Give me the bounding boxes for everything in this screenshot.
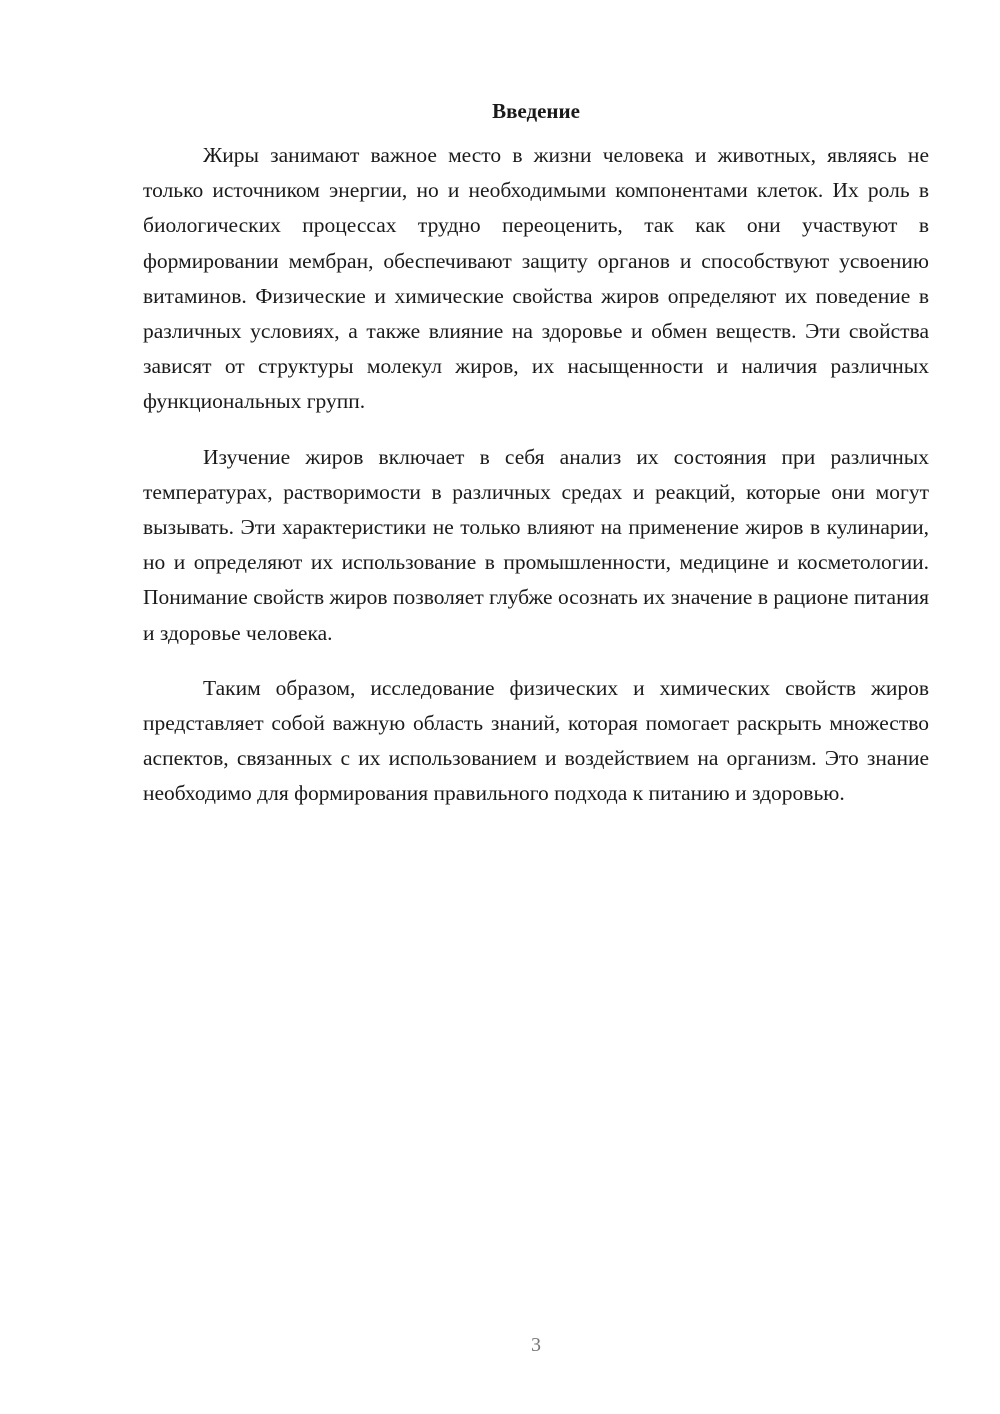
- page-content: [143, 96, 929, 832]
- paragraph-2: Изучение жиров включает в себя анализ их состояния при различных температурах, растворимости в различных средах и реакций, которые они могут вызывать. Эти характеристики не только влияют на применение жиров в кулинарии, но и определяют их использование в промышленности, медицине и косметологии. Понимание свойств жиров позволяет глубже осознать их значение в рационе питания и здоровье человека.: [143, 444, 929, 645]
- paragraph-3: Таким образом, исследование физических и химических свойств жиров представляет собой важную область знаний, которая помогает раскрыть множество аспектов, связанных с их использованием и воздействием на организм. Это знание необходимо для формирования правильного подхода к питанию и здоровью.: [143, 675, 929, 806]
- page-number: 3: [531, 1334, 541, 1356]
- section-title: Введение: [492, 99, 580, 123]
- paragraph-1: Жиры занимают важное место в жизни человека и животных, являясь не только источником энергии, но и необходимыми компонентами клеток. Их роль в биологических процессах трудно переоценить, так как они участвуют в формировании мембран, обеспечивают защиту органов и способствуют усвоению витаминов. Физические и химические свойства жиров определяют их поведение в различных условиях, а также влияние на здоровье и обмен веществ. Эти свойства зависят от структуры молекул жиров, их насыщенности и наличия различных функциональных групп.: [143, 143, 929, 414]
